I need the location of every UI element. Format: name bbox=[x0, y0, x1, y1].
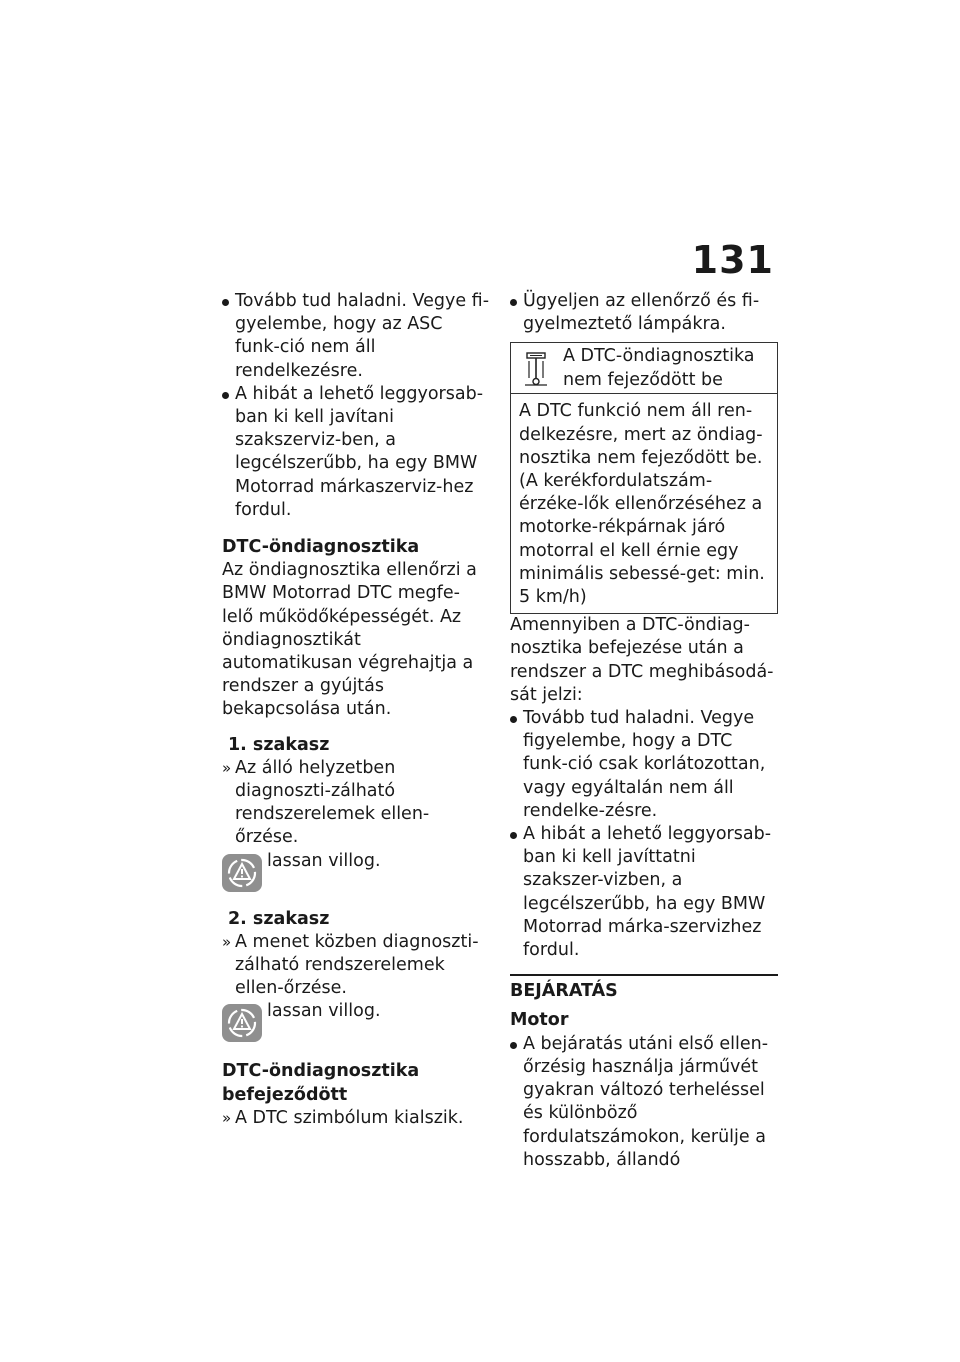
paragraph: Az öndiagnosztika ellenőrzi a BMW Motorrad DTC megfe-lelő működőképességét. Az öndiagnosztikát automatikusan végrehajtja a rendszer a gyújtás bekapcsolása után. bbox=[222, 560, 477, 720]
result-list bbox=[222, 757, 490, 850]
indicator-label: lassan villog. bbox=[267, 850, 381, 871]
subheading: Motor bbox=[510, 1010, 569, 1031]
list-item: Tovább tud haladni. Vegye fi-gyelembe, hogy az ASC funk-ció nem áll rendelkezésre. bbox=[222, 290, 490, 383]
step-title: 2. szakasz bbox=[228, 908, 330, 929]
indicator-label: lassan villog. bbox=[267, 1001, 381, 1022]
result-list bbox=[222, 1107, 490, 1130]
list-item: A hibát a lehető leggyorsab-ban ki kell javítani szakszerviz-ben, a legcélszerűbb, ha egy BMW Motorrad márkaszerviz-hez fordul. bbox=[222, 383, 490, 522]
section-divider bbox=[510, 974, 778, 976]
bullet-list bbox=[222, 290, 490, 522]
paragraph: Amennyiben a DTC-öndiag-nosztika befejezése után a rendszer a DTC meghibásodá-sát jelzi: bbox=[510, 615, 774, 705]
bullet-list bbox=[510, 1033, 778, 1172]
list-item: Tovább tud haladni. Vegye figyelembe, hogy a DTC funk-ció csak korlátozottan, vagy egyáltalán nem áll rendelke-zésre. bbox=[510, 707, 778, 823]
page-number: 131 bbox=[691, 238, 774, 282]
list-item: Ügyeljen az ellenőrző és fi-gyelmeztető lámpákra. bbox=[510, 290, 778, 336]
right-column bbox=[510, 290, 778, 1172]
left-column bbox=[222, 290, 490, 1130]
dtc-warning-icon bbox=[222, 1004, 262, 1042]
list-item: » Az álló helyzetben diagnoszti-zálható rendszerelemek ellen-őrzése. bbox=[222, 757, 490, 850]
status-indicator-icon bbox=[521, 352, 551, 386]
list-item: » A menet közben diagnoszti-zálható rendszerelemek ellen-őrzése. bbox=[222, 931, 490, 1001]
list-item: A bejáratás utáni első ellen-őrzésig használja járművét gyakran változó terheléssel és különböző fordulatszámokon, kerülje a hosszabb, állandó bbox=[510, 1033, 778, 1172]
notice-title: A DTC-öndiagnosztika nem fejeződött be bbox=[563, 346, 755, 390]
status-notice bbox=[510, 342, 778, 614]
indicator-row bbox=[222, 850, 490, 896]
result-list bbox=[222, 931, 490, 1001]
list-item: A hibát a lehető leggyorsab-ban ki kell javíttatni szakszer-vizben, a legcélszerűbb, ha egy BMW Motorrad márka-szervizhez fordul. bbox=[510, 823, 778, 962]
section-heading: DTC-öndiagnosztika befejeződött bbox=[222, 1061, 420, 1105]
list-item: » A DTC szimbólum kialszik. bbox=[222, 1107, 490, 1130]
indicator-row bbox=[222, 1000, 490, 1046]
section-title: BEJÁRATÁS bbox=[510, 981, 618, 1002]
bullet-list bbox=[510, 290, 778, 336]
notice-body: A DTC funkció nem áll ren-delkezésre, mert az öndiag-nosztika nem fejeződött be. (A kerékfordulatszám-érzéke-lők ellenőrzéséhez a motorke-rékpárnak járó motorral el kell érnie egy minimális sebessé-get: min. 5 km/h) bbox=[519, 401, 765, 608]
step-title: 1. szakasz bbox=[228, 734, 330, 755]
notice-header bbox=[511, 343, 777, 394]
dtc-warning-icon bbox=[222, 854, 262, 892]
section-heading: DTC-öndiagnosztika bbox=[222, 537, 420, 558]
bullet-list bbox=[510, 707, 778, 962]
